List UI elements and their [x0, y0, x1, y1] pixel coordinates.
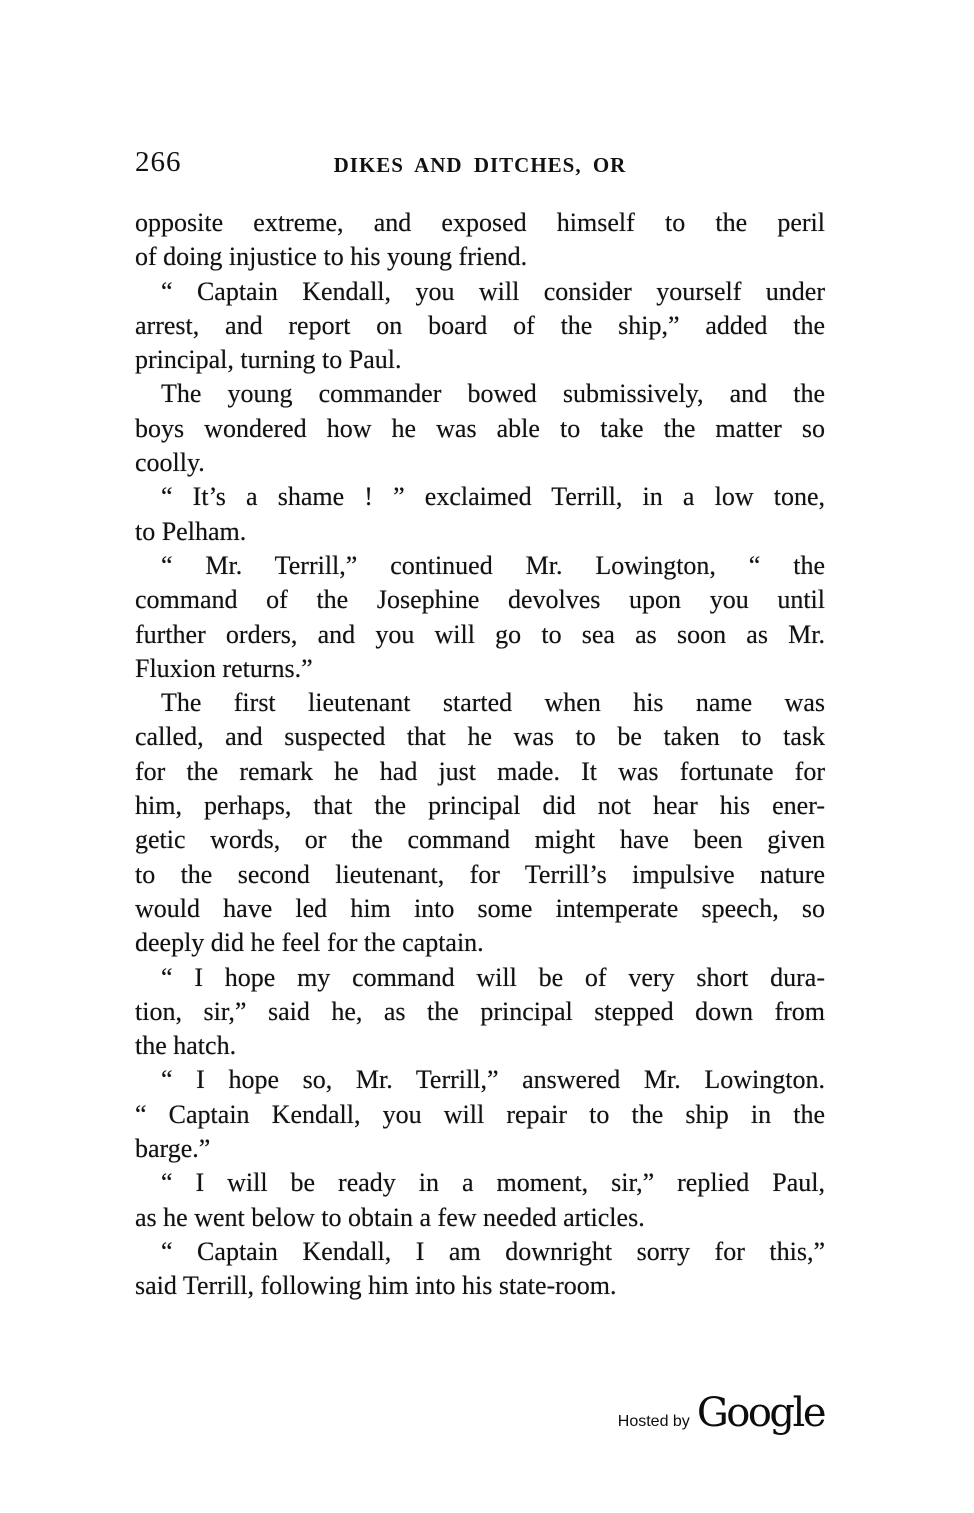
body-line: principal, turning to Paul.: [135, 345, 402, 375]
body-line: deeply did he feel for the captain.: [135, 928, 484, 958]
body-line: said Terrill, following him into his state-room.: [135, 1271, 617, 1301]
body-line: barge.”: [135, 1134, 211, 1164]
body-line: “ It’s a shame ! ” exclaimed Terrill, in a low tone,: [161, 482, 825, 512]
body-line: The first lieutenant started when his name was: [161, 688, 825, 718]
body-line: further orders, and you will go to sea as soon as Mr.: [135, 619, 825, 649]
body-line: “ I hope so, Mr. Terrill,” answered Mr. Lowington.: [161, 1065, 825, 1095]
body-line: “ Captain Kendall, you will repair to the ship in the: [135, 1099, 825, 1129]
body-line: command of the Josephine devolves upon you until: [135, 585, 825, 615]
paragraph: [135, 686, 825, 960]
running-head: [135, 146, 825, 182]
hosted-by-google-watermark: [618, 1390, 824, 1436]
paragraph: [135, 961, 825, 1064]
paragraph: [135, 549, 825, 686]
hosted-by-label: Hosted by: [617, 1413, 690, 1430]
google-logo: Google: [696, 1390, 824, 1436]
body-line: The young commander bowed submissively, and the: [161, 379, 825, 409]
body-line: called, and suspected that he was to be taken to task: [135, 722, 825, 752]
paragraph: [135, 1166, 825, 1235]
paragraph: [135, 1235, 825, 1304]
body-line: as he went below to obtain a few needed articles.: [135, 1202, 645, 1232]
body-line: for the remark he had just made. It was fortunate for: [135, 756, 825, 786]
body-line: Fluxion returns.”: [135, 653, 313, 683]
body-line: the hatch.: [135, 1031, 237, 1061]
body-line: “ I will be ready in a moment, sir,” replied Paul,: [161, 1168, 825, 1198]
body-line: to Pelham.: [135, 516, 247, 546]
body-line: to the second lieutenant, for Terrill’s impulsive nature: [135, 859, 825, 889]
paragraph: [135, 377, 825, 480]
paragraph: [135, 206, 825, 275]
body-line: “ Mr. Terrill,” continued Mr. Lowington, “ the: [161, 550, 825, 580]
paragraph: [135, 275, 825, 378]
body-line: tion, sir,” said he, as the principal stepped down from: [135, 996, 825, 1026]
body-line: would have led him into some intemperate speech, so: [135, 893, 825, 923]
page-number: 266: [135, 146, 182, 178]
page-body-text: [135, 206, 825, 1304]
paragraph: [135, 1063, 825, 1166]
body-line: boys wondered how he was able to take the matter so: [135, 413, 825, 443]
body-line: “ Captain Kendall, I am downright sorry for this,”: [161, 1236, 825, 1266]
body-line: of doing injustice to his young friend.: [135, 242, 528, 272]
body-line: opposite extreme, and exposed himself to the peril: [135, 208, 825, 237]
body-line: coolly.: [135, 448, 205, 478]
body-line: “ Captain Kendall, you will consider yourself under: [161, 276, 825, 306]
body-line: arrest, and report on board of the ship,” added the: [135, 310, 825, 340]
body-line: “ I hope my command will be of very short dura-: [161, 962, 825, 992]
body-line: getic words, or the command might have been given: [135, 825, 825, 855]
paragraph: [135, 480, 825, 549]
body-line: him, perhaps, that the principal did not hear his ener-: [135, 791, 825, 821]
running-title: DIKES AND DITCHES, OR: [333, 153, 627, 177]
